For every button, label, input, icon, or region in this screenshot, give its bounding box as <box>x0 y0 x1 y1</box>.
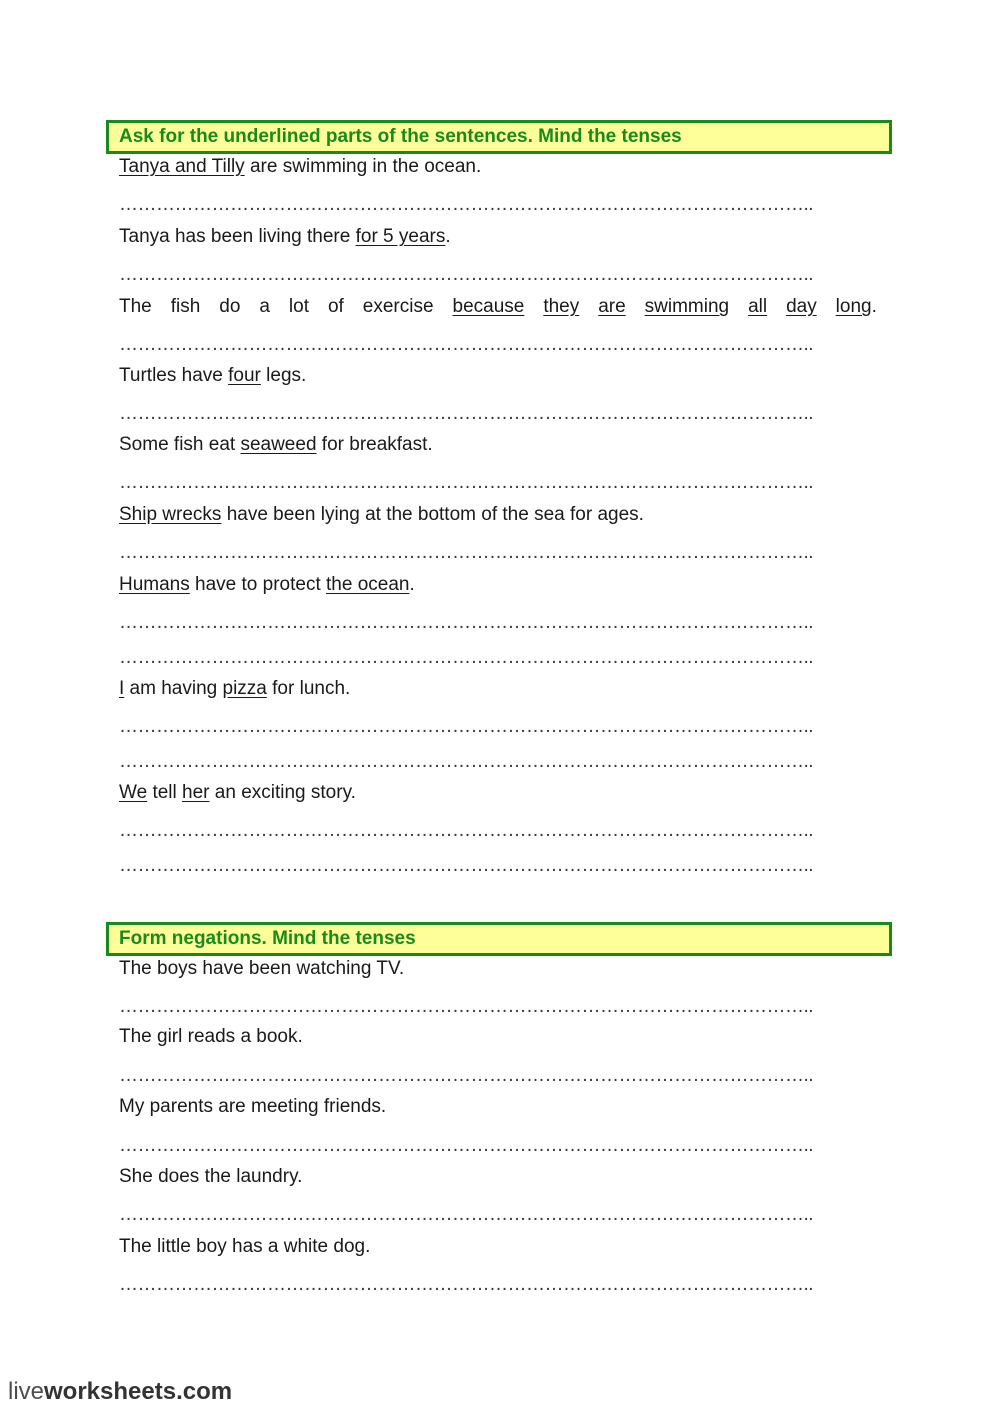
underlined-word: day <box>786 296 817 317</box>
answer-line-6[interactable]: ………………………………………………………………………………………………….. <box>119 542 814 563</box>
sentence-text: for lunch. <box>266 678 351 699</box>
word: lot <box>288 296 309 317</box>
sentence-6 <box>119 504 877 526</box>
underlined-word: all <box>748 296 768 317</box>
section-1-title: Ask for the underlined parts of the sentences. Mind the tenses <box>119 126 682 147</box>
negation-sentence-5: The little boy has a white dog. <box>119 1236 371 1257</box>
answer-line-3[interactable]: ………………………………………………………………………………………………….. <box>119 334 814 355</box>
word: of <box>327 296 344 317</box>
logo-light-text: live <box>8 1378 45 1405</box>
sentence-2 <box>119 226 877 248</box>
sentence-text: Some fish eat <box>119 434 241 455</box>
answer-line-9a[interactable]: ………………………………………………………………………………………………….. <box>119 820 814 841</box>
underlined-word: are <box>598 296 626 317</box>
underlined-part: Humans <box>119 574 190 595</box>
liveworksheets-logo <box>8 1378 232 1406</box>
word: do <box>219 296 241 317</box>
section-2-title: Form negations. Mind the tenses <box>119 928 416 949</box>
sentence-3 <box>119 296 877 318</box>
negation-answer-line-3[interactable]: ………………………………………………………………………………………………….. <box>119 1135 814 1156</box>
underlined-part: her <box>182 782 210 803</box>
answer-line-8a[interactable]: ………………………………………………………………………………………………….. <box>119 716 814 737</box>
negation-sentence-2: The girl reads a book. <box>119 1026 303 1047</box>
word: The <box>119 296 152 317</box>
answer-line-8b[interactable]: ………………………………………………………………………………………………….. <box>119 751 814 772</box>
underlined-part: I <box>119 678 125 699</box>
answer-line-4[interactable]: ………………………………………………………………………………………………….. <box>119 403 814 424</box>
underlined-word: they <box>543 296 580 317</box>
underlined-part: pizza <box>222 678 267 699</box>
word: fish <box>170 296 201 317</box>
sentence-text: . <box>445 226 451 247</box>
underlined-word: because <box>452 296 525 317</box>
sentence-text: have to protect <box>189 574 326 595</box>
negation-sentence-4: She does the laundry. <box>119 1166 303 1187</box>
answer-line-1[interactable]: ………………………………………………………………………………………………….. <box>119 194 814 215</box>
sentence-text: have been lying at the bottom of the sea for ages. <box>221 504 644 525</box>
logo-bold-text: worksheets.com <box>44 1378 233 1405</box>
underlined-word: long <box>835 296 872 317</box>
sentence-text: . <box>409 574 415 595</box>
negation-answer-line-5[interactable]: ………………………………………………………………………………………………….. <box>119 1274 814 1295</box>
answer-line-5[interactable]: ………………………………………………………………………………………………….. <box>119 472 814 493</box>
negation-sentence-1: The boys have been watching TV. <box>119 958 405 979</box>
section-2-header <box>106 922 892 956</box>
underlined-part: four <box>228 365 261 386</box>
sentence-text: Turtles have <box>119 365 229 386</box>
word: exercise <box>362 296 434 317</box>
sentence-5 <box>119 434 877 456</box>
sentence-text: are swimming in the ocean. <box>244 156 482 177</box>
sentence-7 <box>119 574 877 596</box>
underlined-part: We <box>119 782 148 803</box>
underlined-part: Ship wrecks <box>119 504 222 525</box>
sentence-1 <box>119 156 877 178</box>
sentence-text: an exciting story. <box>209 782 356 803</box>
word: a <box>259 296 270 317</box>
section-1-header <box>106 120 892 154</box>
underlined-part: for 5 years <box>355 226 446 247</box>
answer-line-2[interactable]: ………………………………………………………………………………………………….. <box>119 264 814 285</box>
answer-line-9b[interactable]: ………………………………………………………………………………………………….. <box>119 855 814 876</box>
sentence-text: tell <box>147 782 183 803</box>
answer-line-7b[interactable]: ………………………………………………………………………………………………….. <box>119 647 814 668</box>
negation-answer-line-4[interactable]: ………………………………………………………………………………………………….. <box>119 1204 814 1225</box>
negation-sentence-3: My parents are meeting friends. <box>119 1096 387 1117</box>
sentence-4 <box>119 365 877 387</box>
underlined-part: Tanya and Tilly <box>119 156 245 177</box>
underlined-part: the ocean <box>326 574 410 595</box>
period: . <box>871 296 877 317</box>
underlined-part: seaweed <box>240 434 317 455</box>
negation-answer-line-1[interactable]: ………………………………………………………………………………………………….. <box>119 996 814 1017</box>
sentence-text: Tanya has been living there <box>119 226 356 247</box>
sentence-9 <box>119 782 877 804</box>
sentence-8 <box>119 678 877 700</box>
sentence-text: for breakfast. <box>316 434 433 455</box>
answer-line-7a[interactable]: ………………………………………………………………………………………………….. <box>119 612 814 633</box>
negation-answer-line-2[interactable]: ………………………………………………………………………………………………….. <box>119 1065 814 1086</box>
underlined-word: swimming <box>644 296 730 317</box>
sentence-text: legs. <box>260 365 307 386</box>
sentence-text: am having <box>124 678 223 699</box>
